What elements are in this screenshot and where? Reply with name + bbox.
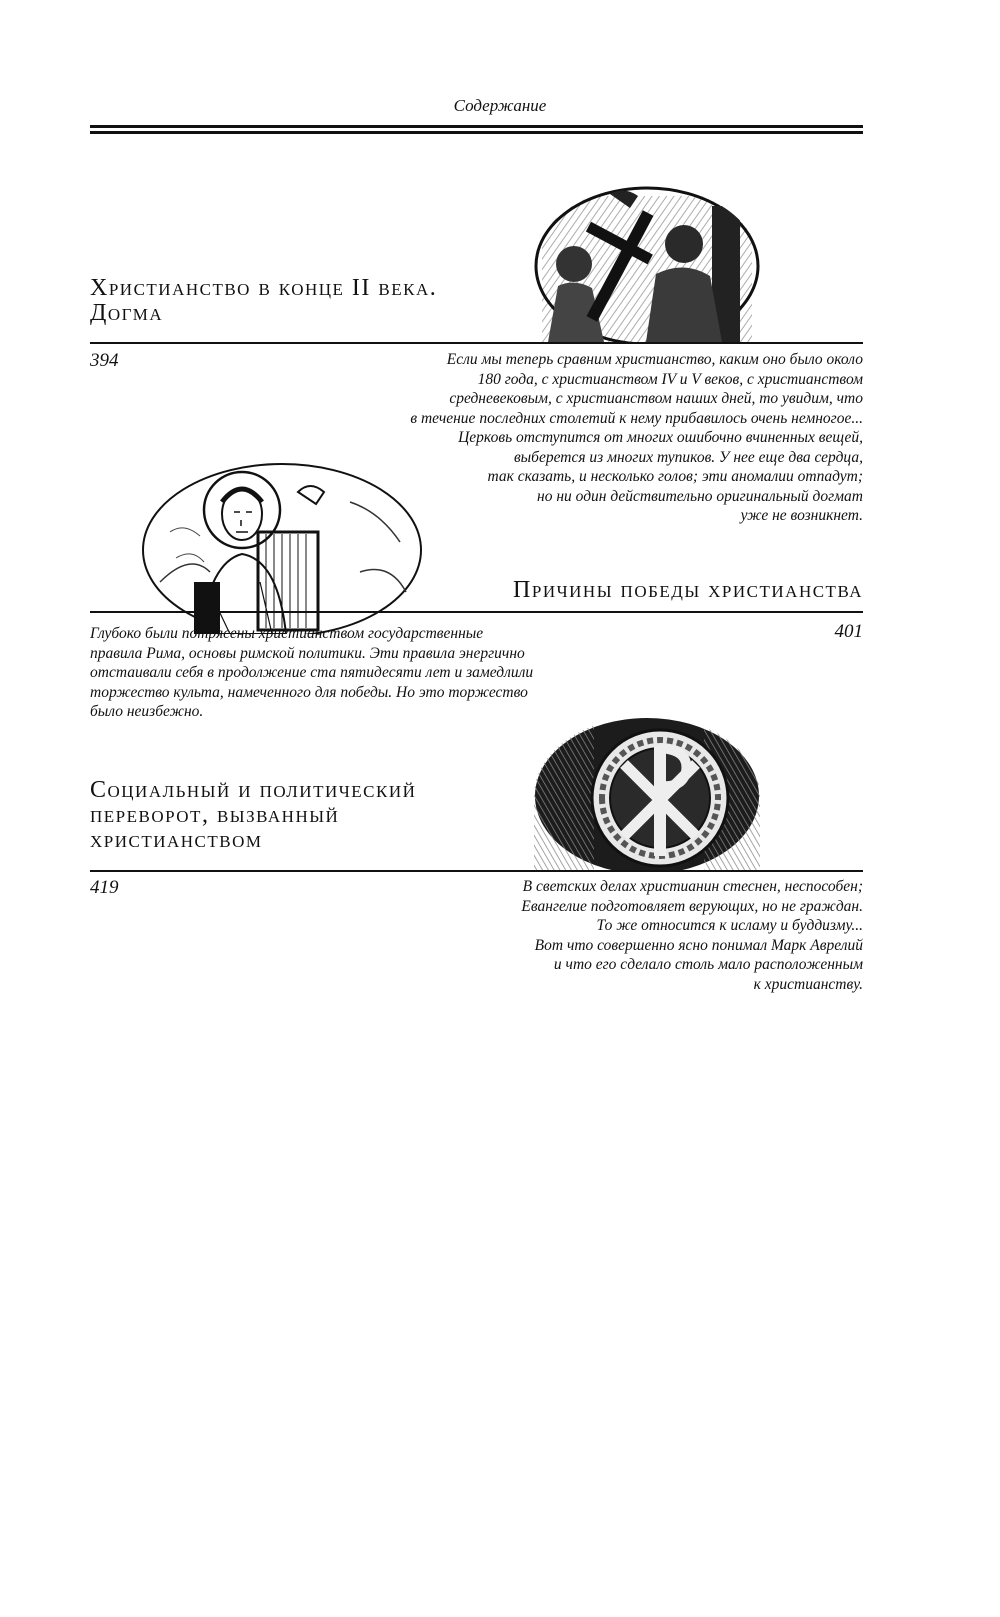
- running-head: Содержание: [453, 96, 547, 115]
- section-rule: [90, 870, 863, 872]
- epigraph: Если мы теперь сравним христианство, каким оно было около 180 года, с христианством IV и V веков, с христианством средневековым, с христианством наших дней, то увидим, что в течение последних столетий к нему прибавилось очень немногое... Церковь отступится от многих ошибочно вчиненных вещей, выберется из многих тупиков. У нее еще два сердца, так сказать, и несколько голов; эти аномалии отпадут; но ни один действительно оригинальный догмат уже не возникнет.: [410, 351, 863, 524]
- section-rule: [90, 342, 863, 344]
- engraving-figure-with-lyre: [140, 462, 424, 634]
- page-number: 401: [834, 621, 863, 642]
- engraving-chi-rho-wreath: [534, 716, 760, 870]
- section-rule: [90, 611, 863, 613]
- engraving-two-figures-with-cross: [534, 186, 760, 342]
- epigraph: Глубоко были потрясены христианством государственные правила Рима, основы римской политики. Эти правила энергично отстаивали себя в продолжение ста пятидесяти лет и замедлили торжество культа, намеченного для победы. Но это торжество было неизбежно.: [90, 625, 534, 720]
- header-rule: [90, 131, 863, 134]
- header-rule: [90, 125, 863, 128]
- page-number: 419: [90, 877, 119, 898]
- epigraph: В светских делах христианин стеснен, неспособен; Евангелие подготовляет верующих, но не граждан. То же относится к исламу и буддизму... Вот что совершенно ясно понимал Марк Аврелий и что его сделало столь мало расположенным к христианству.: [521, 878, 863, 993]
- section-title: Социальный и политический переворот, вызванный христианством: [90, 777, 417, 853]
- section-title: Христианство в конце II века. Догма: [90, 275, 438, 326]
- page-number: 394: [90, 350, 119, 371]
- section-title: Причины победы христианства: [513, 577, 863, 603]
